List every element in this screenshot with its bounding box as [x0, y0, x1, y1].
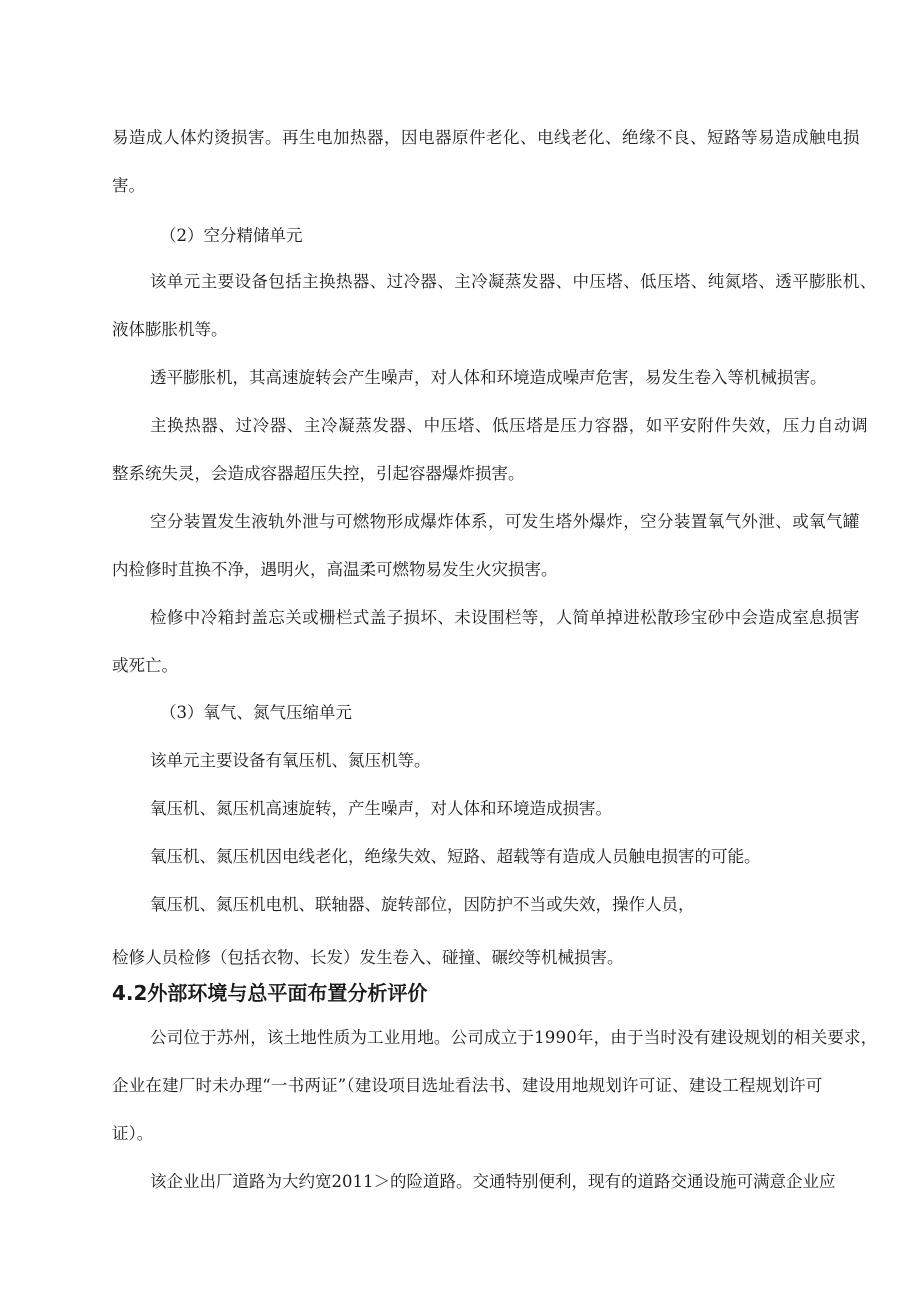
paragraph-line: 易造成人体灼烫损害。再生电加热器，因电器原件老化、电线老化、绝缘不良、短路等易造成触电损 [112, 128, 860, 147]
paragraph-line: 公司位于苏州，该土地性质为工业用地。公司成立于1990年，由于当时没有建设规划的相关要求， [150, 1028, 878, 1047]
paragraph-line: 证）。 [112, 1124, 154, 1143]
section-subtitle: （2）空分精储单元 [160, 226, 303, 245]
paragraph-line: 该单元主要设备有氧压机、氮压机等。 [150, 751, 431, 770]
paragraph-line: 该单元主要设备包括主换热器、过冷器、主冷凝蒸发器、中压塔、低压塔、纯氮塔、透平膨胀机、 [150, 272, 877, 291]
paragraph-line: 主换热器、过冷器、主冷凝蒸发器、中压塔、低压塔是压力容器，如平安附件失效，压力自动调 [150, 416, 869, 435]
paragraph-line: 空分装置发生液轨外泄与可燃物形成爆炸体系，可发生塔外爆炸，空分装置氧气外泄、或氧气罐 [150, 512, 860, 531]
paragraph-line: 氧压机、氮压机因电线老化，绝缘失效、短路、超载等有造成人员触电损害的可能。 [150, 847, 761, 866]
paragraph-line: 内检修时苴换不净，遇明火，高温柔可燃物易发生火灾损害。 [112, 560, 558, 579]
paragraph-line: 企业在建厂时未办理“一书两证”（建设项目选址看法书、建设用地规划许可证、建设工程规划许可 [112, 1076, 823, 1095]
paragraph-line: 氧压机、氮压机高速旋转，产生噪声，对人体和环境造成损害。 [150, 799, 612, 818]
paragraph-line: 检修人员检修（包括衣物、长发）发生卷入、碰撞、碾绞等机械损害。 [112, 948, 624, 967]
section-subtitle: （3）氧气、氮气压缩单元 [160, 703, 352, 722]
paragraph-line: 透平膨胀机，其高速旋转会产生噪声，对人体和环境造成噪声危害，易发生卷入等机械损害。 [150, 368, 827, 387]
paragraph-line: 该企业出厂道路为大约宽2011＞的险道路。交通特别便利，现有的道路交通设施可满意企业应 [150, 1172, 836, 1191]
paragraph-line: 害。 [112, 176, 145, 195]
section-heading: 4.2外部环境与总平面布置分析评价 [112, 981, 428, 1005]
paragraph-line: 检修中冷箱封盖忘关或栅栏式盖子损坏、未设围栏等，人简单掉进松散珍宝砂中会造成室息损害 [150, 608, 860, 627]
paragraph-line: 氧压机、氮压机电机、联轴器、旋转部位，因防护不当或失效，操作人员， [150, 895, 695, 914]
paragraph-line: 液体膨胀机等。 [112, 320, 228, 339]
paragraph-line: 整系统失灵，会造成容器超压失控，引起容器爆炸损害。 [112, 464, 525, 483]
paragraph-line: 或死亡。 [112, 656, 178, 675]
